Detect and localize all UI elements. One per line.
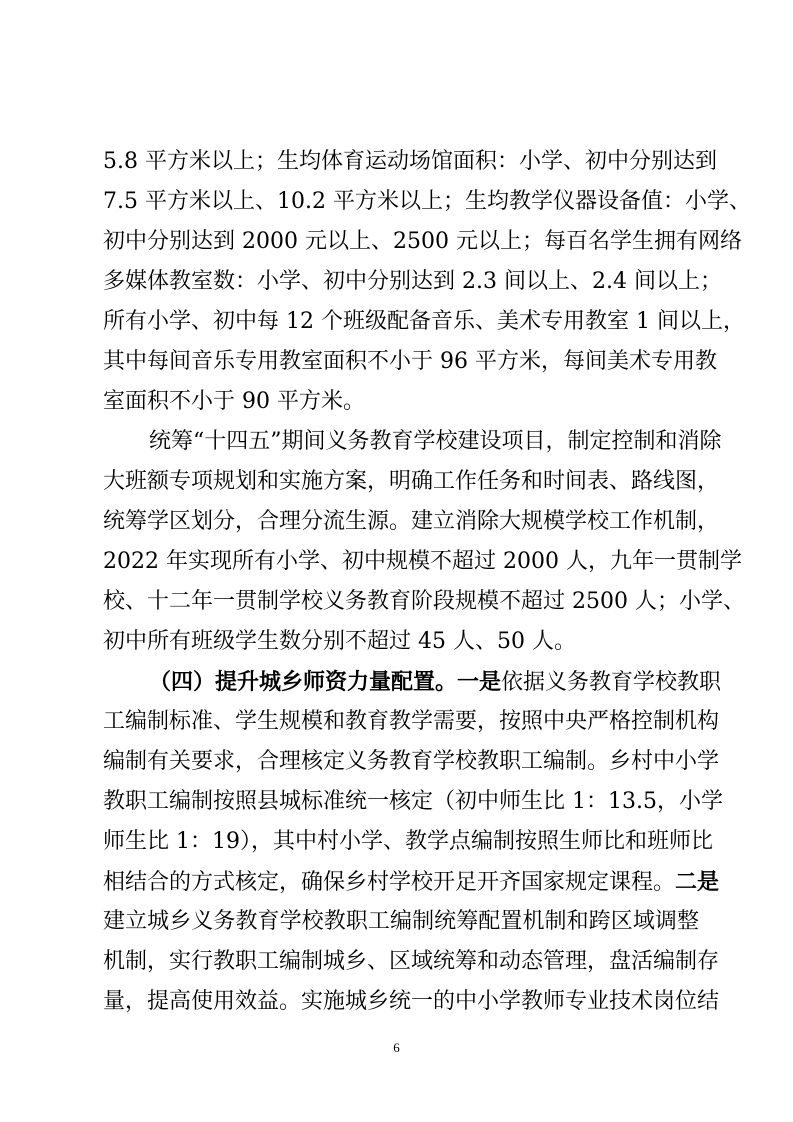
section-heading: （四）提升城乡师资力量配置。 [149,669,458,695]
body-text-line: 大班额专项规划和实施方案，明确工作任务和时间表、路线图， [103,469,720,494]
body-text-line: 所有小学、初中每 12 个班级配备音乐、美术专用教室 1 间以上， [103,309,745,334]
section-heading-line [149,662,722,702]
body-text-line: 校、十二年一贯制学校义务教育阶段规模不超过 2500 人；小学、 [103,589,745,614]
body-text-line: 其中每间音乐专用教室面积不小于 96 平方米，每间美术专用教 [103,349,717,374]
body-text-line: 师生比 1：19），其中村小学、教学点编制按照生师比和班师比 [103,829,713,854]
page-number: 6 [393,1040,400,1055]
body-text-line: 5.8 平方米以上；生均体育运动场馆面积：小学、初中分别达到 [103,149,717,174]
body-text-line: 机制，实行教职工编制城乡、区域统筹和动态管理，盘活编制存 [103,949,720,974]
body-text-line: 7.5 平方米以上、10.2 平方米以上；生均教学仪器设备值：小学、 [103,189,751,214]
body-text-line: 初中所有班级学生数分别不超过 45 人、50 人。 [103,629,576,654]
body-text-line: 工编制标准、学生规模和教育教学需要，按照中央严格控制机构 [103,709,720,734]
body-text: 依据义务教育学校教职 [501,670,722,695]
body-text-line: 2022 年实现所有小学、初中规模不超过 2000 人，九年一贯制学 [103,549,742,574]
body-text-line: 室面积不小于 90 平方米。 [103,389,365,414]
body-text-line: 建立城乡义务教育学校教职工编制统筹配置机制和跨区域调整 [103,909,699,934]
body-text-line: 多媒体教室数：小学、初中分别达到 2.3 间以上、2.4 间以上； [103,269,722,294]
body-text-line-with-marker [103,862,720,902]
point-marker-second: 二是 [675,869,720,895]
body-text-line: 编制有关要求，合理核定义务教育学校教职工编制。乡村中小学 [103,749,720,774]
body-text-line: 量，提高使用效益。实施城乡统一的中小学教师专业技术岗位结 [103,989,720,1014]
body-text-line: 初中分别达到 2000 元以上、2500 元以上；每百名学生拥有网络 [103,229,742,254]
body-text-line: 统筹学区划分，合理分流生源。建立消除大规模学校工作机制， [103,509,720,534]
body-text: 相结合的方式核定，确保乡村学校开足开齐国家规定课程。 [103,870,676,895]
body-text-line: 统筹“十四五”期间义务教育学校建设项目，制定控制和消除 [149,429,722,454]
point-marker-first: 一是 [457,669,502,695]
body-text-line: 教职工编制按照县城标准统一核定（初中师生比 1：13.5，小学 [103,789,723,814]
